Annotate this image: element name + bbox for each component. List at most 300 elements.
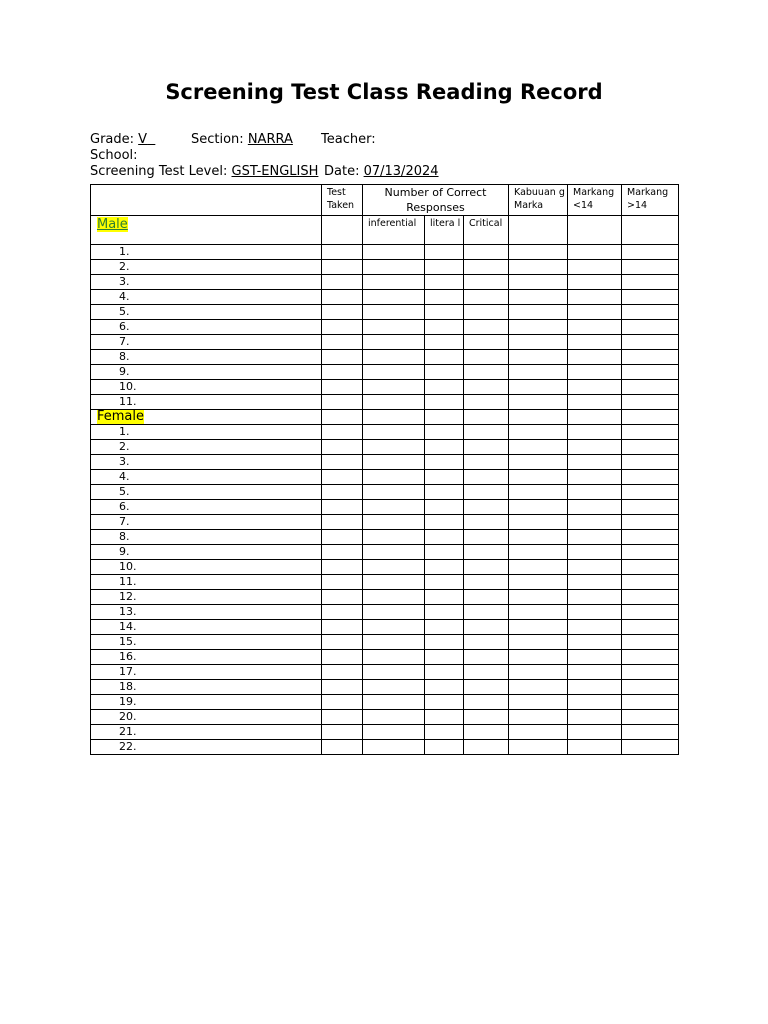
male-row-number: 8. xyxy=(91,350,322,365)
score-cell[interactable] xyxy=(425,545,464,560)
score-cell[interactable] xyxy=(622,590,679,605)
female-row xyxy=(91,710,679,725)
male-row xyxy=(91,335,679,350)
score-cell[interactable] xyxy=(509,515,568,530)
score-cell[interactable] xyxy=(509,440,568,455)
score-cell[interactable] xyxy=(464,470,509,485)
female-rows xyxy=(91,425,679,755)
male-row xyxy=(91,365,679,380)
score-cell[interactable] xyxy=(322,425,363,440)
score-cell[interactable] xyxy=(568,455,622,470)
score-cell[interactable] xyxy=(568,470,622,485)
score-cell[interactable] xyxy=(322,515,363,530)
score-cell[interactable] xyxy=(622,305,679,320)
score-cell[interactable] xyxy=(464,500,509,515)
score-cell[interactable] xyxy=(622,665,679,680)
score-cell[interactable] xyxy=(363,725,425,740)
score-cell[interactable] xyxy=(464,305,509,320)
male-row-number: 11. xyxy=(91,395,322,410)
score-cell[interactable] xyxy=(322,335,363,350)
score-cell[interactable] xyxy=(622,320,679,335)
female-row xyxy=(91,500,679,515)
score-cell[interactable] xyxy=(322,395,363,410)
score-cell[interactable] xyxy=(622,725,679,740)
score-cell[interactable] xyxy=(509,695,568,710)
score-cell[interactable] xyxy=(425,455,464,470)
score-cell[interactable] xyxy=(425,695,464,710)
score-cell[interactable] xyxy=(425,530,464,545)
score-cell[interactable] xyxy=(464,245,509,260)
section-field xyxy=(191,132,293,147)
score-cell[interactable] xyxy=(425,440,464,455)
score-cell[interactable] xyxy=(363,650,425,665)
score-cell[interactable] xyxy=(509,740,568,755)
female-row xyxy=(91,725,679,740)
header-correct-responses: Number of Correct Responses xyxy=(363,185,509,216)
male-row-number: 4. xyxy=(91,290,322,305)
score-cell[interactable] xyxy=(464,605,509,620)
score-cell[interactable] xyxy=(568,605,622,620)
cell xyxy=(509,216,568,245)
score-cell[interactable] xyxy=(568,320,622,335)
score-cell[interactable] xyxy=(509,650,568,665)
score-cell[interactable] xyxy=(363,245,425,260)
score-cell[interactable] xyxy=(425,515,464,530)
score-cell[interactable] xyxy=(363,275,425,290)
score-cell[interactable] xyxy=(363,695,425,710)
score-cell[interactable] xyxy=(509,425,568,440)
score-cell[interactable] xyxy=(322,470,363,485)
score-cell[interactable] xyxy=(568,635,622,650)
score-cell[interactable] xyxy=(622,365,679,380)
score-cell[interactable] xyxy=(622,620,679,635)
score-cell[interactable] xyxy=(464,545,509,560)
score-cell[interactable] xyxy=(622,515,679,530)
score-cell[interactable] xyxy=(509,395,568,410)
score-cell[interactable] xyxy=(425,350,464,365)
male-row xyxy=(91,305,679,320)
score-cell[interactable] xyxy=(425,425,464,440)
score-cell[interactable] xyxy=(464,440,509,455)
score-cell[interactable] xyxy=(363,320,425,335)
female-row xyxy=(91,650,679,665)
score-cell[interactable] xyxy=(322,290,363,305)
score-cell[interactable] xyxy=(322,320,363,335)
score-cell[interactable] xyxy=(464,290,509,305)
score-cell[interactable] xyxy=(509,470,568,485)
score-cell[interactable] xyxy=(425,320,464,335)
female-row xyxy=(91,740,679,755)
score-cell[interactable] xyxy=(363,260,425,275)
score-cell[interactable] xyxy=(363,335,425,350)
female-row xyxy=(91,590,679,605)
score-cell[interactable] xyxy=(622,260,679,275)
score-cell[interactable] xyxy=(363,380,425,395)
score-cell[interactable] xyxy=(322,635,363,650)
score-cell[interactable] xyxy=(622,635,679,650)
score-cell[interactable] xyxy=(363,500,425,515)
score-cell[interactable] xyxy=(425,590,464,605)
female-row-number: 7. xyxy=(91,515,322,530)
male-row-number: 10. xyxy=(91,380,322,395)
score-cell[interactable] xyxy=(568,665,622,680)
score-cell[interactable] xyxy=(568,500,622,515)
score-cell[interactable] xyxy=(509,575,568,590)
cell xyxy=(622,216,679,245)
score-cell[interactable] xyxy=(622,275,679,290)
score-cell[interactable] xyxy=(622,560,679,575)
score-cell[interactable] xyxy=(322,695,363,710)
male-row-number: 7. xyxy=(91,335,322,350)
score-cell[interactable] xyxy=(425,305,464,320)
score-cell[interactable] xyxy=(509,605,568,620)
score-cell[interactable] xyxy=(568,530,622,545)
score-cell[interactable] xyxy=(363,290,425,305)
score-cell[interactable] xyxy=(509,455,568,470)
score-cell[interactable] xyxy=(509,350,568,365)
score-cell[interactable] xyxy=(622,530,679,545)
female-row-number: 22. xyxy=(91,740,322,755)
score-cell[interactable] xyxy=(322,350,363,365)
score-cell[interactable] xyxy=(322,260,363,275)
score-cell[interactable] xyxy=(363,590,425,605)
score-cell[interactable] xyxy=(425,680,464,695)
score-cell[interactable] xyxy=(322,380,363,395)
score-cell[interactable] xyxy=(568,275,622,290)
score-cell[interactable] xyxy=(568,590,622,605)
score-cell[interactable] xyxy=(464,560,509,575)
score-cell[interactable] xyxy=(363,740,425,755)
score-cell[interactable] xyxy=(322,530,363,545)
score-cell[interactable] xyxy=(322,485,363,500)
score-cell[interactable] xyxy=(425,725,464,740)
score-cell[interactable] xyxy=(568,260,622,275)
female-row-number: 20. xyxy=(91,710,322,725)
score-cell[interactable] xyxy=(464,695,509,710)
score-cell[interactable] xyxy=(622,455,679,470)
score-cell[interactable] xyxy=(322,575,363,590)
score-cell[interactable] xyxy=(509,620,568,635)
score-cell[interactable] xyxy=(509,290,568,305)
score-cell[interactable] xyxy=(568,350,622,365)
score-cell[interactable] xyxy=(622,440,679,455)
score-cell[interactable] xyxy=(622,350,679,365)
score-cell[interactable] xyxy=(509,260,568,275)
score-cell[interactable] xyxy=(509,530,568,545)
header-markang-gt14: Markang >14 xyxy=(622,185,679,216)
score-cell[interactable] xyxy=(568,380,622,395)
score-cell[interactable] xyxy=(363,575,425,590)
female-row xyxy=(91,620,679,635)
score-cell[interactable] xyxy=(464,320,509,335)
female-row-number: 18. xyxy=(91,680,322,695)
female-row-number: 1. xyxy=(91,425,322,440)
score-cell[interactable] xyxy=(363,365,425,380)
male-row xyxy=(91,380,679,395)
score-cell[interactable] xyxy=(622,680,679,695)
score-cell[interactable] xyxy=(568,440,622,455)
level-label: Screening Test Level: xyxy=(90,164,228,179)
score-cell[interactable] xyxy=(425,710,464,725)
score-cell[interactable] xyxy=(622,380,679,395)
female-row-number: 2. xyxy=(91,440,322,455)
female-row xyxy=(91,485,679,500)
female-row xyxy=(91,695,679,710)
score-cell[interactable] xyxy=(509,245,568,260)
score-cell[interactable] xyxy=(363,350,425,365)
score-cell[interactable] xyxy=(509,500,568,515)
female-row-number: 6. xyxy=(91,500,322,515)
score-cell[interactable] xyxy=(509,665,568,680)
score-cell[interactable] xyxy=(425,560,464,575)
female-row-number: 3. xyxy=(91,455,322,470)
score-cell[interactable] xyxy=(425,245,464,260)
score-cell[interactable] xyxy=(425,290,464,305)
score-cell[interactable] xyxy=(363,485,425,500)
score-cell[interactable] xyxy=(425,470,464,485)
score-cell[interactable] xyxy=(568,575,622,590)
female-row-number: 19. xyxy=(91,695,322,710)
score-cell[interactable] xyxy=(509,365,568,380)
score-cell[interactable] xyxy=(363,710,425,725)
score-cell[interactable] xyxy=(622,335,679,350)
score-cell[interactable] xyxy=(568,365,622,380)
score-cell[interactable] xyxy=(363,635,425,650)
female-row xyxy=(91,470,679,485)
female-row xyxy=(91,665,679,680)
female-row xyxy=(91,455,679,470)
score-cell[interactable] xyxy=(425,380,464,395)
female-row xyxy=(91,515,679,530)
score-cell[interactable] xyxy=(622,245,679,260)
school-label: School: xyxy=(90,148,138,163)
score-cell[interactable] xyxy=(425,605,464,620)
score-cell[interactable] xyxy=(622,290,679,305)
score-cell[interactable] xyxy=(568,335,622,350)
score-cell[interactable] xyxy=(622,395,679,410)
female-row-number: 13. xyxy=(91,605,322,620)
score-cell[interactable] xyxy=(322,455,363,470)
score-cell[interactable] xyxy=(425,740,464,755)
female-row xyxy=(91,530,679,545)
score-cell[interactable] xyxy=(509,725,568,740)
score-cell[interactable] xyxy=(568,740,622,755)
female-row-number: 9. xyxy=(91,545,322,560)
male-row-number: 1. xyxy=(91,245,322,260)
score-cell[interactable] xyxy=(509,335,568,350)
cell xyxy=(568,410,622,425)
score-cell[interactable] xyxy=(363,425,425,440)
score-cell[interactable] xyxy=(622,605,679,620)
header-blank xyxy=(91,185,322,216)
score-cell[interactable] xyxy=(464,635,509,650)
score-cell[interactable] xyxy=(509,710,568,725)
score-cell[interactable] xyxy=(425,485,464,500)
score-cell[interactable] xyxy=(363,665,425,680)
score-cell[interactable] xyxy=(509,635,568,650)
score-cell[interactable] xyxy=(363,455,425,470)
score-cell[interactable] xyxy=(509,380,568,395)
score-cell[interactable] xyxy=(425,260,464,275)
male-row xyxy=(91,260,679,275)
score-cell[interactable] xyxy=(322,245,363,260)
score-cell[interactable] xyxy=(425,395,464,410)
score-cell[interactable] xyxy=(509,590,568,605)
score-cell[interactable] xyxy=(464,590,509,605)
female-row xyxy=(91,440,679,455)
score-cell[interactable] xyxy=(363,620,425,635)
female-row-number: 11. xyxy=(91,575,322,590)
score-cell[interactable] xyxy=(464,365,509,380)
score-cell[interactable] xyxy=(322,650,363,665)
score-cell[interactable] xyxy=(464,260,509,275)
score-cell[interactable] xyxy=(322,560,363,575)
score-cell[interactable] xyxy=(464,725,509,740)
score-cell[interactable] xyxy=(568,425,622,440)
score-cell[interactable] xyxy=(425,620,464,635)
score-cell[interactable] xyxy=(322,275,363,290)
score-cell[interactable] xyxy=(322,680,363,695)
score-cell[interactable] xyxy=(363,305,425,320)
score-cell[interactable] xyxy=(568,245,622,260)
score-cell[interactable] xyxy=(509,305,568,320)
score-cell[interactable] xyxy=(568,695,622,710)
score-cell[interactable] xyxy=(464,425,509,440)
male-row xyxy=(91,320,679,335)
score-cell[interactable] xyxy=(322,665,363,680)
male-row xyxy=(91,290,679,305)
score-cell[interactable] xyxy=(622,695,679,710)
score-cell[interactable] xyxy=(322,365,363,380)
score-cell[interactable] xyxy=(363,680,425,695)
score-cell[interactable] xyxy=(464,350,509,365)
score-cell[interactable] xyxy=(322,710,363,725)
female-row xyxy=(91,545,679,560)
score-cell[interactable] xyxy=(363,515,425,530)
score-cell[interactable] xyxy=(622,575,679,590)
score-cell[interactable] xyxy=(464,575,509,590)
score-cell[interactable] xyxy=(363,395,425,410)
score-cell[interactable] xyxy=(568,515,622,530)
score-cell[interactable] xyxy=(425,575,464,590)
score-cell[interactable] xyxy=(509,560,568,575)
score-cell[interactable] xyxy=(464,485,509,500)
score-cell[interactable] xyxy=(425,335,464,350)
score-cell[interactable] xyxy=(363,560,425,575)
score-cell[interactable] xyxy=(622,650,679,665)
score-cell[interactable] xyxy=(464,665,509,680)
score-cell[interactable] xyxy=(568,620,622,635)
score-cell[interactable] xyxy=(425,650,464,665)
score-cell[interactable] xyxy=(322,305,363,320)
score-cell[interactable] xyxy=(322,500,363,515)
score-cell[interactable] xyxy=(425,500,464,515)
score-cell[interactable] xyxy=(464,710,509,725)
score-cell[interactable] xyxy=(568,560,622,575)
score-cell[interactable] xyxy=(568,395,622,410)
female-row-number: 5. xyxy=(91,485,322,500)
reading-record-table xyxy=(90,184,679,755)
score-cell[interactable] xyxy=(509,680,568,695)
score-cell[interactable] xyxy=(568,710,622,725)
score-cell[interactable] xyxy=(322,545,363,560)
score-cell[interactable] xyxy=(622,425,679,440)
score-cell[interactable] xyxy=(322,440,363,455)
cell xyxy=(425,410,464,425)
score-cell[interactable] xyxy=(464,530,509,545)
score-cell[interactable] xyxy=(464,515,509,530)
level-value: GST-ENGLISH xyxy=(231,164,319,179)
score-cell[interactable] xyxy=(363,605,425,620)
score-cell[interactable] xyxy=(322,740,363,755)
score-cell[interactable] xyxy=(622,485,679,500)
score-cell[interactable] xyxy=(425,365,464,380)
header-row xyxy=(91,185,679,216)
score-cell[interactable] xyxy=(322,590,363,605)
score-cell[interactable] xyxy=(622,740,679,755)
score-cell[interactable] xyxy=(464,740,509,755)
score-cell[interactable] xyxy=(568,680,622,695)
score-cell[interactable] xyxy=(568,650,622,665)
female-row-number: 4. xyxy=(91,470,322,485)
score-cell[interactable] xyxy=(568,545,622,560)
score-cell[interactable] xyxy=(425,635,464,650)
teacher-label: Teacher: xyxy=(321,132,376,147)
score-cell[interactable] xyxy=(464,380,509,395)
score-cell[interactable] xyxy=(509,485,568,500)
score-cell[interactable] xyxy=(568,290,622,305)
section-label: Section: xyxy=(191,132,244,147)
score-cell[interactable] xyxy=(509,320,568,335)
score-cell[interactable] xyxy=(509,275,568,290)
header-critical: Critical xyxy=(464,216,509,245)
score-cell[interactable] xyxy=(622,710,679,725)
score-cell[interactable] xyxy=(322,620,363,635)
score-cell[interactable] xyxy=(464,395,509,410)
score-cell[interactable] xyxy=(464,335,509,350)
score-cell[interactable] xyxy=(363,545,425,560)
score-cell[interactable] xyxy=(363,440,425,455)
score-cell[interactable] xyxy=(464,650,509,665)
male-rows xyxy=(91,245,679,410)
score-cell[interactable] xyxy=(568,485,622,500)
score-cell[interactable] xyxy=(464,620,509,635)
score-cell[interactable] xyxy=(622,500,679,515)
score-cell[interactable] xyxy=(622,545,679,560)
score-cell[interactable] xyxy=(464,680,509,695)
score-cell[interactable] xyxy=(509,545,568,560)
date-value: 07/13/2024 xyxy=(363,164,439,179)
score-cell[interactable] xyxy=(322,725,363,740)
grade-value: V xyxy=(138,132,148,147)
score-cell[interactable] xyxy=(464,275,509,290)
score-cell[interactable] xyxy=(322,605,363,620)
score-cell[interactable] xyxy=(568,725,622,740)
date-label: Date: xyxy=(324,164,360,179)
score-cell[interactable] xyxy=(425,665,464,680)
female-row-number: 10. xyxy=(91,560,322,575)
score-cell[interactable] xyxy=(363,530,425,545)
header-literal: litera l xyxy=(425,216,464,245)
female-row xyxy=(91,575,679,590)
score-cell[interactable] xyxy=(568,305,622,320)
female-row xyxy=(91,425,679,440)
score-cell[interactable] xyxy=(425,275,464,290)
score-cell[interactable] xyxy=(622,470,679,485)
date-field xyxy=(324,164,439,179)
score-cell[interactable] xyxy=(363,470,425,485)
score-cell[interactable] xyxy=(464,455,509,470)
